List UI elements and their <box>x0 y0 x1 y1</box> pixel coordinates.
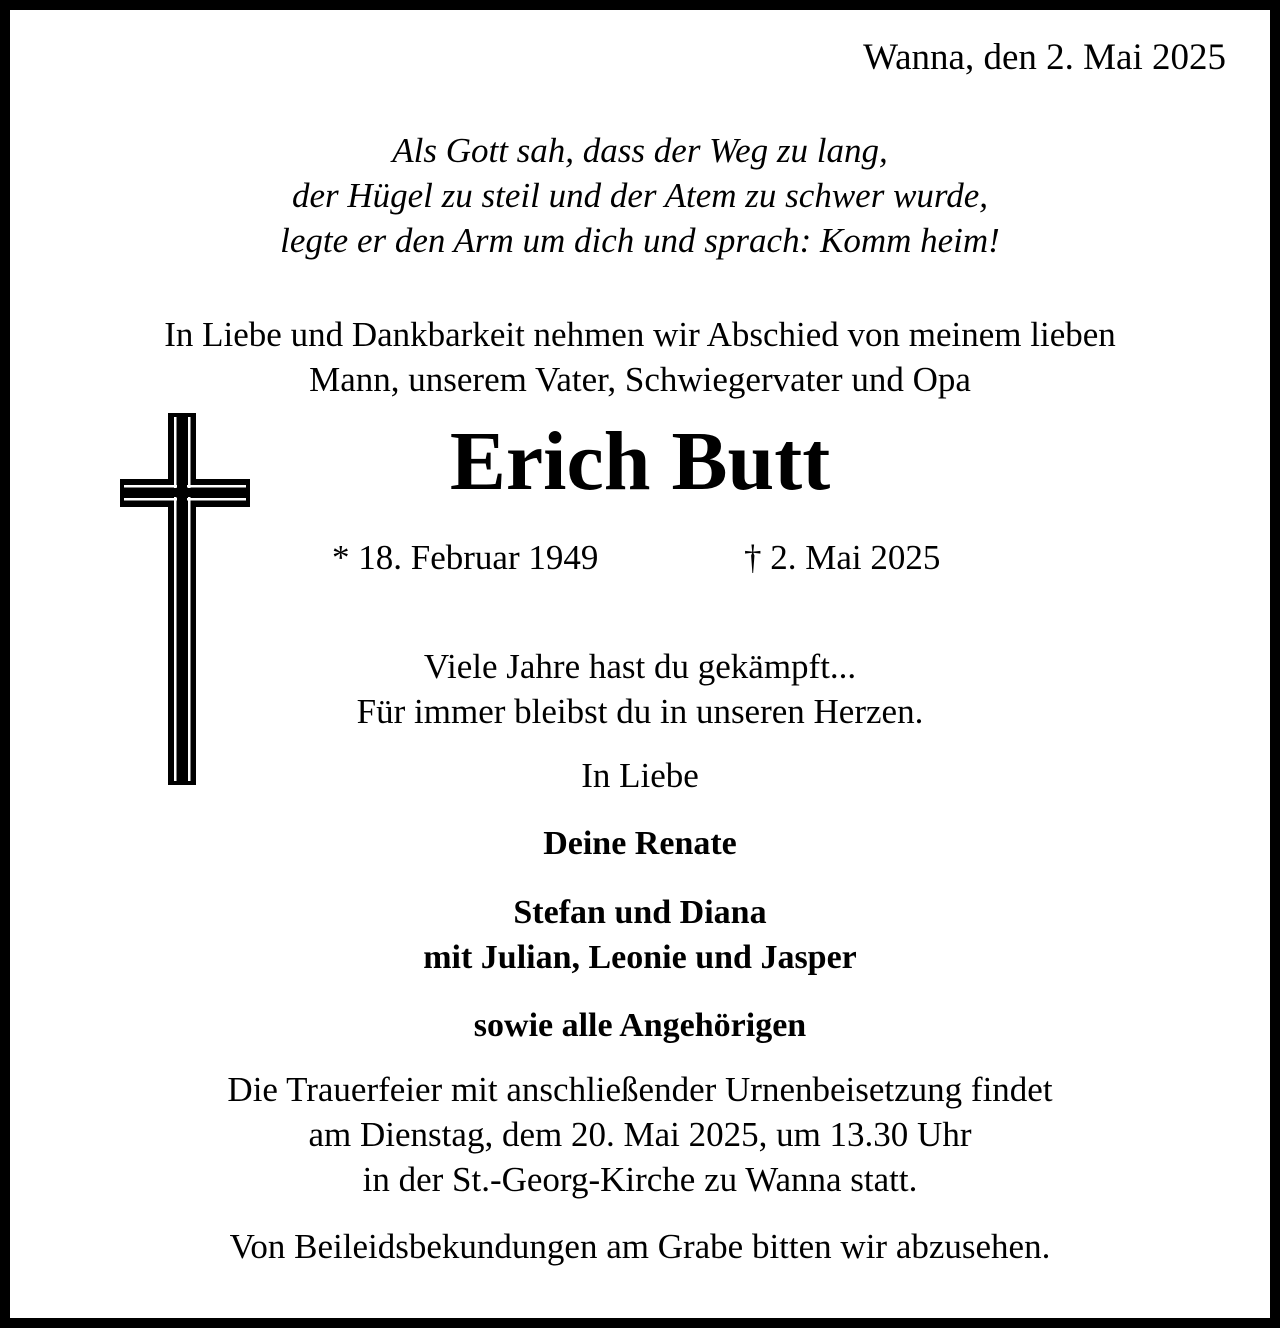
poem-line: der Hügel zu steil und der Atem zu schwer wurde, <box>291 176 989 215</box>
poem-line: Als Gott sah, dass der Weg zu lang, <box>392 131 888 170</box>
intro-text <box>10 312 1270 402</box>
tribute-line: Für immer bleibst du in unseren Herzen. <box>356 692 924 731</box>
spouse-name: Deine Renate <box>543 825 737 862</box>
intro-line: Mann, unserem Vater, Schwiegervater und Opa <box>309 360 971 399</box>
birth-date: * 18. Februar 1949 <box>332 538 599 577</box>
children-line: mit Julian, Leonie und Jasper <box>423 939 857 976</box>
service-line: am Dienstag, dem 20. Mai 2025, um 13.30 Uhr <box>308 1115 972 1154</box>
service-info <box>10 1067 1270 1202</box>
closing-note: Von Beileidsbekundungen am Grabe bitten wir abzusehen. <box>229 1227 1051 1266</box>
death-date: † 2. Mai 2025 <box>744 538 941 577</box>
service-line: Die Trauerfeier mit anschließender Urnenbeisetzung findet <box>227 1070 1053 1109</box>
place-date: Wanna, den 2. Mai 2025 <box>863 37 1226 78</box>
deceased-name: Erich Butt <box>449 415 831 508</box>
tribute-text <box>10 644 1270 734</box>
children-line: Stefan und Diana <box>513 894 767 931</box>
poem <box>10 128 1270 263</box>
children-names <box>10 890 1270 980</box>
intro-line: In Liebe und Dankbarkeit nehmen wir Abschied von meinem lieben <box>164 315 1116 354</box>
tribute-line: Viele Jahre hast du gekämpft... <box>423 647 857 686</box>
in-love-label: In Liebe <box>581 756 699 795</box>
service-line: in der St.-Georg-Kirche zu Wanna statt. <box>362 1160 918 1199</box>
other-relatives: sowie alle Angehörigen <box>473 1007 807 1044</box>
poem-line: legte er den Arm um dich und sprach: Komm heim! <box>280 221 1000 260</box>
